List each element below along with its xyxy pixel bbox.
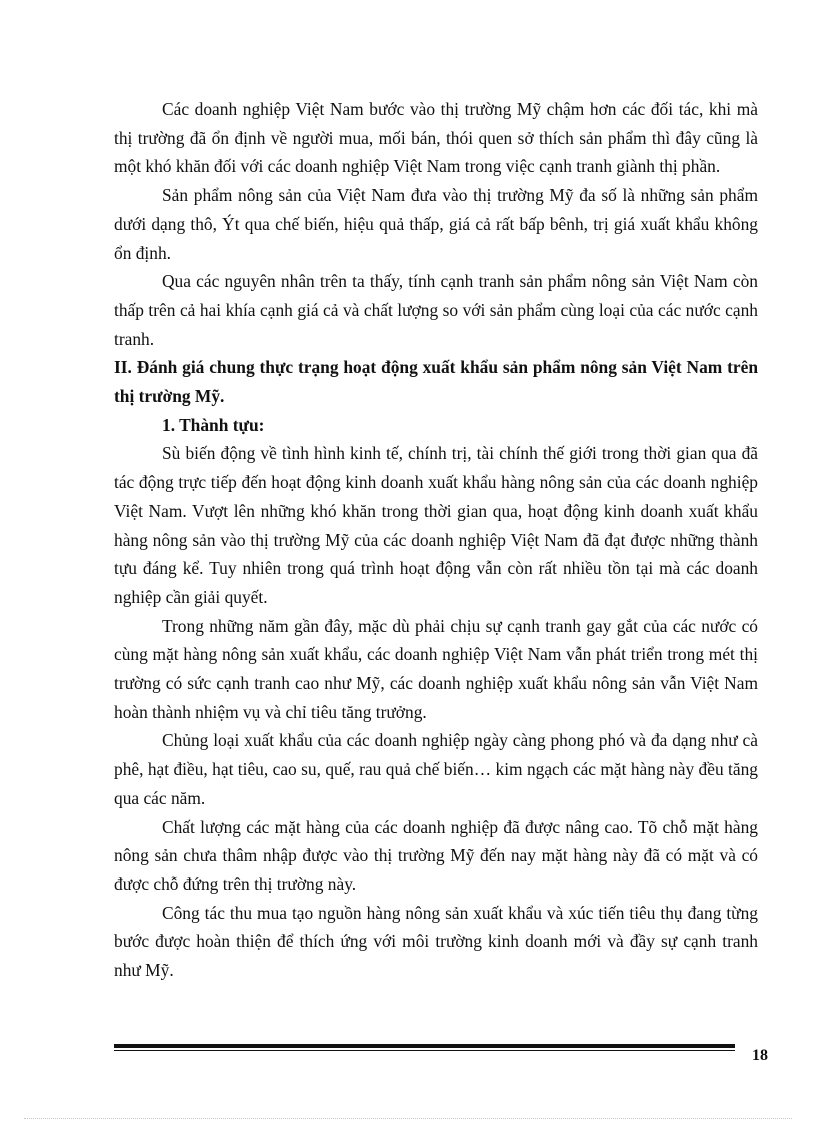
paragraph: Qua các nguyên nhân trên ta thấy, tính cạnh tranh sản phẩm nông sản Việt Nam còn thấp trên cả hai khía cạnh giá cả và chất lượng so với sản phẩm cùng loại của các nước cạnh tranh. [114, 271, 758, 349]
footer-rule-thin [114, 1050, 735, 1051]
paragraph: Chủng loại xuất khẩu của các doanh nghiệp ngày càng phong phó và đa dạng như cà phê, hạt điều, hạt tiêu, cao su, quế, rau quả chế biến… kim ngạch các mặt hàng này đều tăng qua các năm. [114, 730, 758, 808]
paragraph: Sản phẩm nông sản của Việt Nam đưa vào thị trường Mỹ đa số là những sản phẩm dưới dạng thô, Ýt qua chế biến, hiệu quả thấp, giá cả rất bấp bênh, trị giá xuất khẩu không ổn định. [114, 185, 758, 263]
page-body [114, 95, 758, 985]
paragraph: Trong những năm gần đây, mặc dù phải chịu sự cạnh tranh gay gắt của các nước có cùng mặt hàng nông sản xuất khẩu, các doanh nghiệp Việt Nam vẫn phát triển trong mét thị trường có sức cạnh tranh cao như Mỹ, các doanh nghiệp xuất khẩu nông sản vẫn Việt Nam hoàn thành nhiệm vụ và chỉ tiêu tăng trưởng. [114, 615, 758, 722]
paragraph: Sù biến động về tình hình kinh tế, chính trị, tài chính thế giới trong thời gian qua đã tác động trực tiếp đến hoạt động kinh doanh xuất khẩu hàng nông sản của các doanh nghiệp Việt Nam. Vượt lên những khó khăn trong thời gian qua, hoạt động kinh doanh xuất khẩu hàng nông sản vào thị trường Mỹ của các doanh nghiệp Việt Nam đã đạt được những thành tựu đáng kể. Tuy nhiên trong quá trình hoạt động vẫn còn rất nhiều tồn tại mà các doanh nghiệp cần giải quyết. [114, 443, 758, 607]
paragraph: Chất lượng các mặt hàng của các doanh nghiệp đã được nâng cao. Tõ chỗ mặt hàng nông sản chưa thâm nhập được vào thị trường Mỹ đến nay mặt hàng này đã có mặt và có được chỗ đứng trên thị trường này. [114, 816, 758, 894]
page-edge-dots [24, 1118, 792, 1119]
paragraph: Công tác thu mua tạo nguồn hàng nông sản xuất khẩu và xúc tiến tiêu thụ đang từng bước được hoàn thiện để thích ứng với môi trường kinh doanh mới và đầy sự cạnh tranh như Mỹ. [114, 902, 758, 981]
section-heading: II. Đánh giá chung thực trạng hoạt động xuất khẩu sản phẩm nông sản Việt Nam trên thị trường Mỹ. [114, 357, 758, 407]
footer-rule [114, 1044, 735, 1048]
paragraph: Các doanh nghiệp Việt Nam bước vào thị trường Mỹ chậm hơn các đối tác, khi mà thị trường đã ổn định về người mua, mối bán, thói quen sở thích sản phẩm thì đây cũng là một khó khăn đối với các doanh nghiệp Việt Nam trong việc cạnh tranh giành thị phần. [114, 99, 758, 177]
subsection-heading: 1. Thành tựu: [162, 414, 265, 435]
page-number: 18 [752, 1047, 768, 1064]
